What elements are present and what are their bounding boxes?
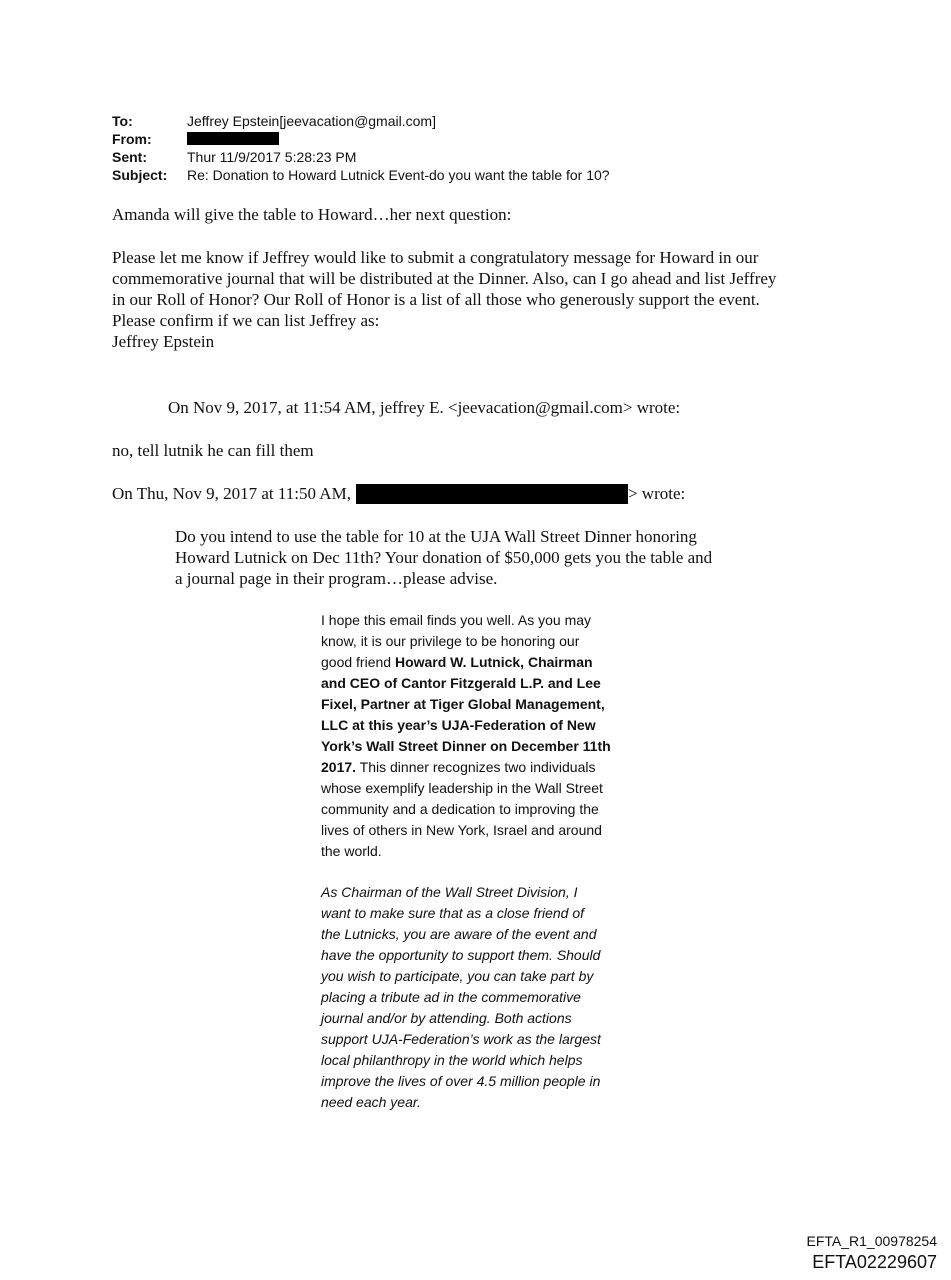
to-value: Jeffrey Epstein[jeevacation@gmail.com] [187, 113, 436, 129]
letter-line: I hope this email finds you well. As you may [321, 612, 592, 628]
letter-bold-text: LLC at this year’s UJA-Federation of New [321, 717, 596, 733]
letter-line [321, 736, 651, 757]
subject-label: Subject: [112, 167, 168, 183]
quote2-attribution [112, 483, 685, 504]
quote2-body [175, 526, 712, 589]
letter-line [321, 673, 651, 694]
to-label: To: [112, 113, 133, 129]
letter-bold-text: and CEO of Cantor Fitzgerald L.P. and Lee [321, 675, 601, 691]
letter-bold-text: York’s Wall Street Dinner on December 11th [321, 738, 611, 754]
letter-line: lives of others in New York, Israel and around [321, 822, 602, 838]
subject-row [112, 166, 610, 184]
quote2-line: a journal page in their program…please advise. [175, 569, 498, 588]
letter-line [321, 966, 651, 987]
sent-value: Thur 11/9/2017 5:28:23 PM [187, 149, 357, 165]
letter-line: community and a dedication to improving the [321, 801, 599, 817]
from-label: From: [112, 131, 152, 147]
letter-line [321, 1071, 651, 1092]
letter-italic-text: As Chairman of the Wall Street Division, I [321, 884, 578, 900]
letter-italic-text: want to make sure that as a close friend of [321, 905, 585, 921]
from-redaction [187, 132, 279, 145]
letter-italic-text: have the opportunity to support them. Should [321, 947, 601, 963]
letter-italic-text: the Lutnicks, you are aware of the event and [321, 926, 597, 942]
body-line1: Amanda will give the table to Howard…her next question: [112, 205, 512, 224]
letter-italic-text: support UJA-Federation’s work as the largest [321, 1031, 601, 1047]
quote2-attribution-end: > wrote: [627, 484, 686, 503]
letter-line [321, 1050, 651, 1071]
body-para-line: Please confirm if we can list Jeffrey as: [112, 311, 380, 330]
letter-line [321, 924, 651, 945]
body-para-line: Jeffrey Epstein [112, 332, 215, 351]
letter-italic-text: need each year. [321, 1094, 421, 1110]
letter-line [321, 882, 651, 903]
letter-line: know, it is our privilege to be honoring our [321, 633, 580, 649]
letter-line [321, 1029, 651, 1050]
letter-line [321, 1008, 651, 1029]
sent-label: Sent: [112, 149, 147, 165]
sender-redaction [356, 484, 628, 504]
bates-stamp-2: EFTA02229607 [812, 1252, 937, 1272]
letter-line [321, 903, 651, 924]
letter-line [321, 945, 651, 966]
letter-italic-text: you wish to participate, you can take part by [321, 968, 594, 984]
quote1-attribution: On Nov 9, 2017, at 11:54 AM, jeffrey E. <jeevacation@gmail.com> wrote: [168, 398, 681, 417]
letter-bold-text: Howard W. Lutnick, Chairman [394, 654, 593, 670]
email-header [112, 112, 610, 184]
letter-line: the world. [321, 843, 382, 859]
quote1-reply: no, tell lutnik he can fill them [112, 441, 314, 460]
letter-italic-text: journal and/or by attending. Both actions [321, 1010, 572, 1026]
letter-paragraph-1 [321, 610, 651, 862]
quote2-line: Do you intend to use the table for 10 at the UJA Wall Street Dinner honoring [175, 527, 697, 546]
letter-line [321, 987, 651, 1008]
letter-italic-text: placing a tribute ad in the commemorative [321, 989, 581, 1005]
to-row [112, 112, 610, 130]
sent-row [112, 148, 610, 166]
from-row [112, 130, 610, 148]
letter-text: good friend [321, 654, 395, 670]
letter-line [321, 652, 651, 673]
body-para-line: Please let me know if Jeffrey would like to submit a congratulatory message for Howard in our [112, 248, 759, 267]
letter-line: whose exemplify leadership in the Wall Street [321, 780, 603, 796]
letter-italic-text: improve the lives of over 4.5 million people in [321, 1073, 601, 1089]
letter-bold-text: Fixel, Partner at Tiger Global Management, [321, 696, 605, 712]
letter-paragraph-2 [321, 882, 651, 1113]
letter-line [321, 1092, 651, 1113]
body-paragraph [112, 247, 776, 352]
quote2-line: Howard Lutnick on Dec 11th? Your donation of $50,000 gets you the table and [175, 548, 713, 567]
letter-text: This dinner recognizes two individuals [356, 759, 596, 775]
letter-line [321, 694, 651, 715]
bates-stamp-1: EFTA_R1_00978254 [806, 1233, 937, 1249]
quote2-attribution-start: On Thu, Nov 9, 2017 at 11:50 AM, [112, 484, 351, 503]
letter-line [321, 757, 651, 778]
body-para-line: in our Roll of Honor? Our Roll of Honor is a list of all those who generously support the event. [112, 290, 760, 309]
body-para-line: commemorative journal that will be distributed at the Dinner. Also, can I go ahead and list Jeffrey [112, 269, 777, 288]
letter-line [321, 715, 651, 736]
subject-value: Re: Donation to Howard Lutnick Event-do you want the table for 10? [187, 167, 610, 183]
letter-italic-text: local philanthropy in the world which helps [321, 1052, 583, 1068]
letter-bold-text: 2017. [321, 759, 357, 775]
